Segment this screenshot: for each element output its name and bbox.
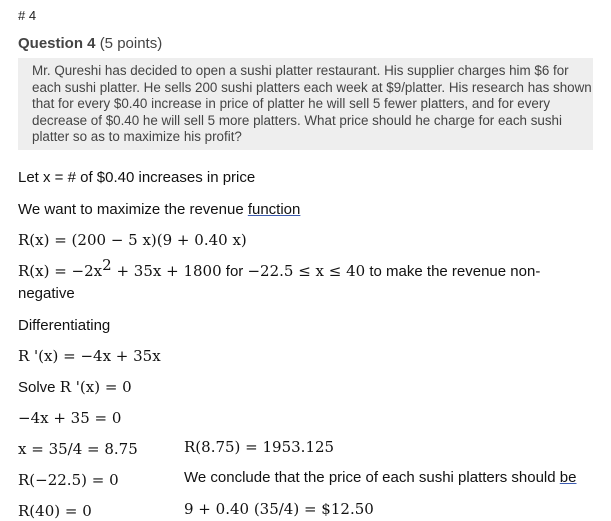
question-box — [18, 58, 593, 150]
maximize-text: We want to maximize the revenue — [18, 201, 248, 218]
domain-range: −22.5 ≤ x ≤ 40 — [247, 262, 366, 280]
conclusion-be-word: be — [559, 469, 577, 486]
question-body: Mr. Qureshi has decided to open a sushi platter restaurant. His supplier charges him $6 for each sushi platter. He sells 200 sushi platters each week at $9/platter. His research has shown that for every $0.40 increase in price of platter he will sell 5 fewer platters, and for every decrease of $0.40 he will sell 5 more platters. What price should he charge for each sushi platter so as to maximize his profit? — [32, 63, 592, 144]
price-result: 9 + 0.40 (35/4) = $12.50 — [184, 500, 374, 518]
question-number-header: # 4 — [18, 8, 37, 23]
revenue-at-upper-bound: R(40) = 0 — [18, 502, 92, 520]
revenue-at-lower-bound: R(−22.5) = 0 — [18, 471, 119, 489]
revenue-expanded-exponent: 2 — [102, 256, 112, 274]
solve-line — [18, 378, 132, 397]
revenue-expanded-b: + 35x + 1800 — [111, 262, 222, 280]
revenue-tail-wrap: negative — [18, 285, 75, 302]
revenue-tail: to make the revenue non- — [365, 263, 541, 280]
derivative-equation: R '(x) = −4x + 35x — [18, 347, 161, 365]
linear-equation: −4x + 35 = 0 — [18, 409, 122, 427]
conclusion-text: We conclude that the price of each sushi platters should — [184, 469, 560, 486]
revenue-for-word: for — [221, 263, 248, 280]
solve-label: Solve — [18, 379, 60, 396]
solve-equation: R '(x) = 0 — [59, 378, 132, 396]
revenue-expanded-a: R(x) = −2x — [18, 262, 103, 280]
maximize-line — [18, 201, 300, 218]
differentiating-label: Differentiating — [18, 317, 111, 334]
conclusion-line — [184, 469, 576, 486]
revenue-equation: R(x) = (200 − 5 x)(9 + 0.40 x) — [18, 231, 247, 249]
x-solution: x = 35/4 = 8.75 — [18, 440, 138, 458]
question-points: (5 points) — [99, 35, 163, 52]
function-word: function — [247, 201, 301, 218]
let-x-line: Let x = # of $0.40 increases in price — [18, 169, 256, 186]
question-title-text: Question 4 — [18, 35, 96, 52]
question-title — [18, 35, 162, 52]
revenue-expanded-line — [18, 256, 541, 281]
revenue-at-optimum: R(8.75) = 1953.125 — [184, 438, 335, 456]
